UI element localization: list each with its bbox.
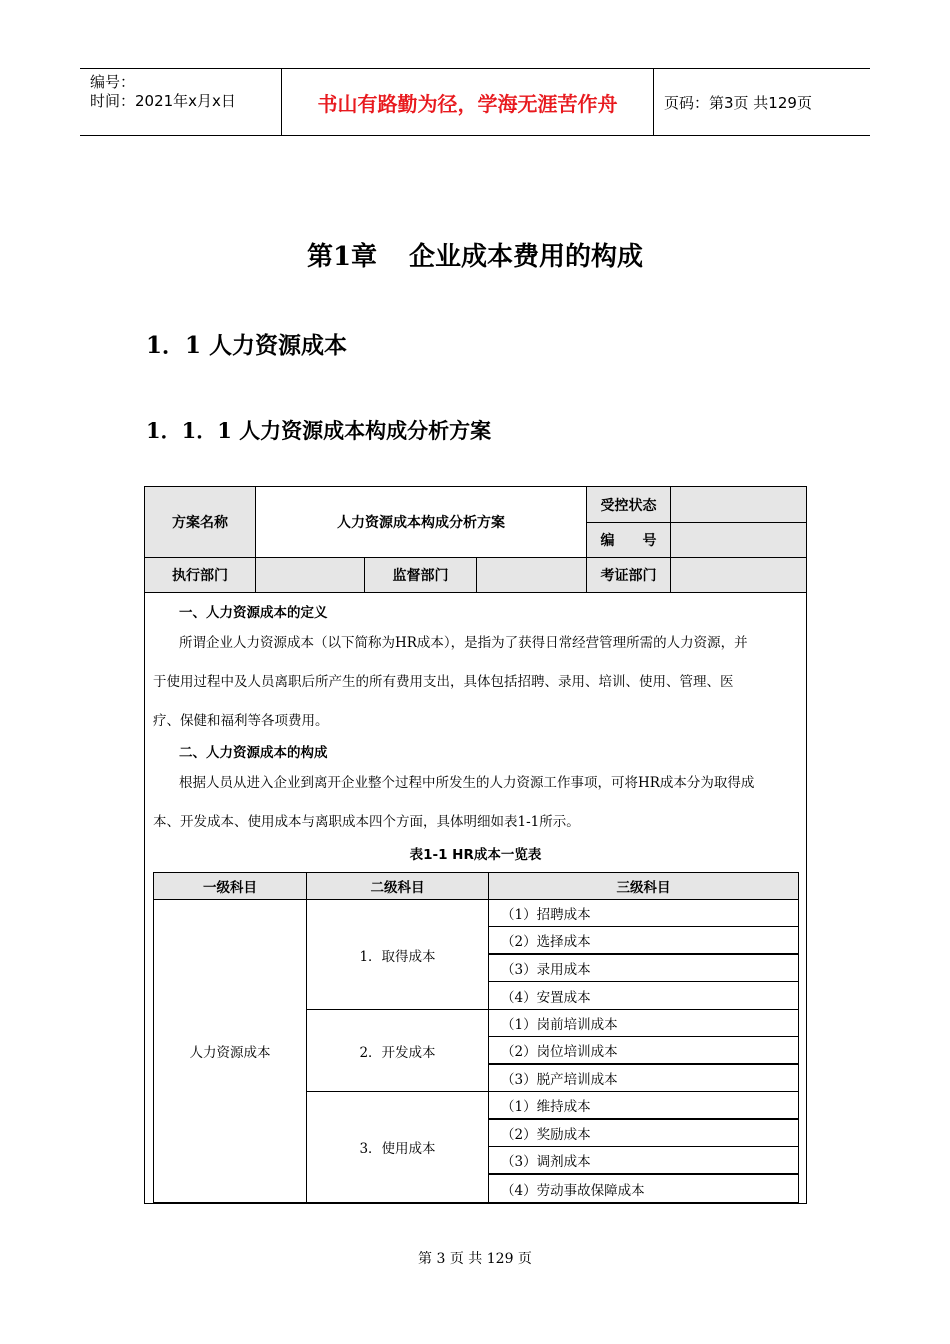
page-header — [80, 68, 870, 136]
exec-dept-value — [256, 558, 365, 593]
control-status-value — [671, 487, 806, 523]
level2-acquisition: 1．取得成本 — [306, 899, 489, 1010]
header-motto: 书山有路勤为径，学海无涯苦作舟 — [282, 69, 654, 135]
section-title: 1．1 人力资源成本 — [146, 332, 348, 359]
level3-item: （1）岗前培训成本 — [488, 1009, 799, 1037]
composition-heading: 二、人力资源成本的构成 — [179, 745, 328, 761]
level1-cell: 人力资源成本 — [153, 899, 307, 1203]
composition-line-2: 本、开发成本、使用成本与离职成本四个方面，具体明细如表1-1所示。 — [153, 814, 580, 830]
header-page-info: 页码：第3页 共129页 — [664, 93, 812, 112]
subsection-title: 1．1．1 人力资源成本构成分析方案 — [146, 418, 492, 443]
level3-item: （2）选择成本 — [488, 926, 799, 954]
level3-item: （3）调剂成本 — [488, 1146, 799, 1174]
exec-dept-label: 执行部门 — [145, 558, 256, 593]
level3-item: （4）安置成本 — [488, 981, 799, 1010]
level3-item: （3）脱产培训成本 — [488, 1064, 799, 1092]
supervise-dept-value — [477, 558, 587, 593]
level2-usage: 3．使用成本 — [306, 1091, 489, 1203]
page-footer: 第 3 页 共 129 页 — [418, 1251, 532, 1267]
definition-line-3: 疗、保健和福利等各项费用。 — [153, 713, 329, 729]
chapter-subtitle: 企业成本费用的构成 — [409, 242, 644, 272]
header-meta — [80, 69, 282, 135]
composition-line-1: 根据人员从进入企业到离开企业整个过程中所发生的人力资源工作事项，可将HR成本分为取得成 — [179, 775, 755, 791]
level3-item: （2）岗位培训成本 — [488, 1036, 799, 1064]
level3-item: （3）录用成本 — [488, 954, 799, 982]
number-value — [671, 523, 806, 558]
plan-form-table — [144, 486, 807, 1204]
hr-cost-table — [153, 872, 799, 1203]
definition-heading: 一、人力资源成本的定义 — [179, 605, 328, 621]
level2-development: 2．开发成本 — [306, 1009, 489, 1092]
verify-dept-label: 考证部门 — [587, 558, 671, 593]
column-header-level1: 一级科目 — [153, 872, 307, 900]
plan-name-value: 人力资源成本构成分析方案 — [256, 487, 587, 558]
level3-item: （2）奖励成本 — [488, 1119, 799, 1147]
number-label: 编 号 — [587, 523, 671, 558]
plan-name-label: 方案名称 — [145, 487, 256, 558]
definition-line-1: 所谓企业人力资源成本（以下简称为HR成本），是指为了获得日常经营管理所需的人力资源，并 — [179, 635, 748, 651]
level3-item: （1）招聘成本 — [488, 899, 799, 927]
header-time-label: 时间：2021年x月x日 — [90, 92, 236, 110]
column-header-level2: 二级科目 — [306, 872, 489, 900]
header-number-label: 编号： — [90, 73, 136, 91]
level3-item: （1）维持成本 — [488, 1091, 799, 1119]
level3-item: （4）劳动事故保障成本 — [488, 1174, 799, 1203]
chapter-title — [0, 236, 950, 273]
verify-dept-value — [671, 558, 806, 593]
supervise-dept-label: 监督部门 — [365, 558, 477, 593]
table-caption: 表1-1 HR成本一览表 — [409, 847, 542, 863]
chapter-number: 第1章 — [306, 242, 378, 272]
column-header-level3: 三级科目 — [488, 872, 799, 900]
definition-line-2: 于使用过程中及人员离职后所产生的所有费用支出，具体包括招聘、录用、培训、使用、管理、医 — [153, 674, 734, 690]
control-status-label: 受控状态 — [587, 487, 671, 523]
